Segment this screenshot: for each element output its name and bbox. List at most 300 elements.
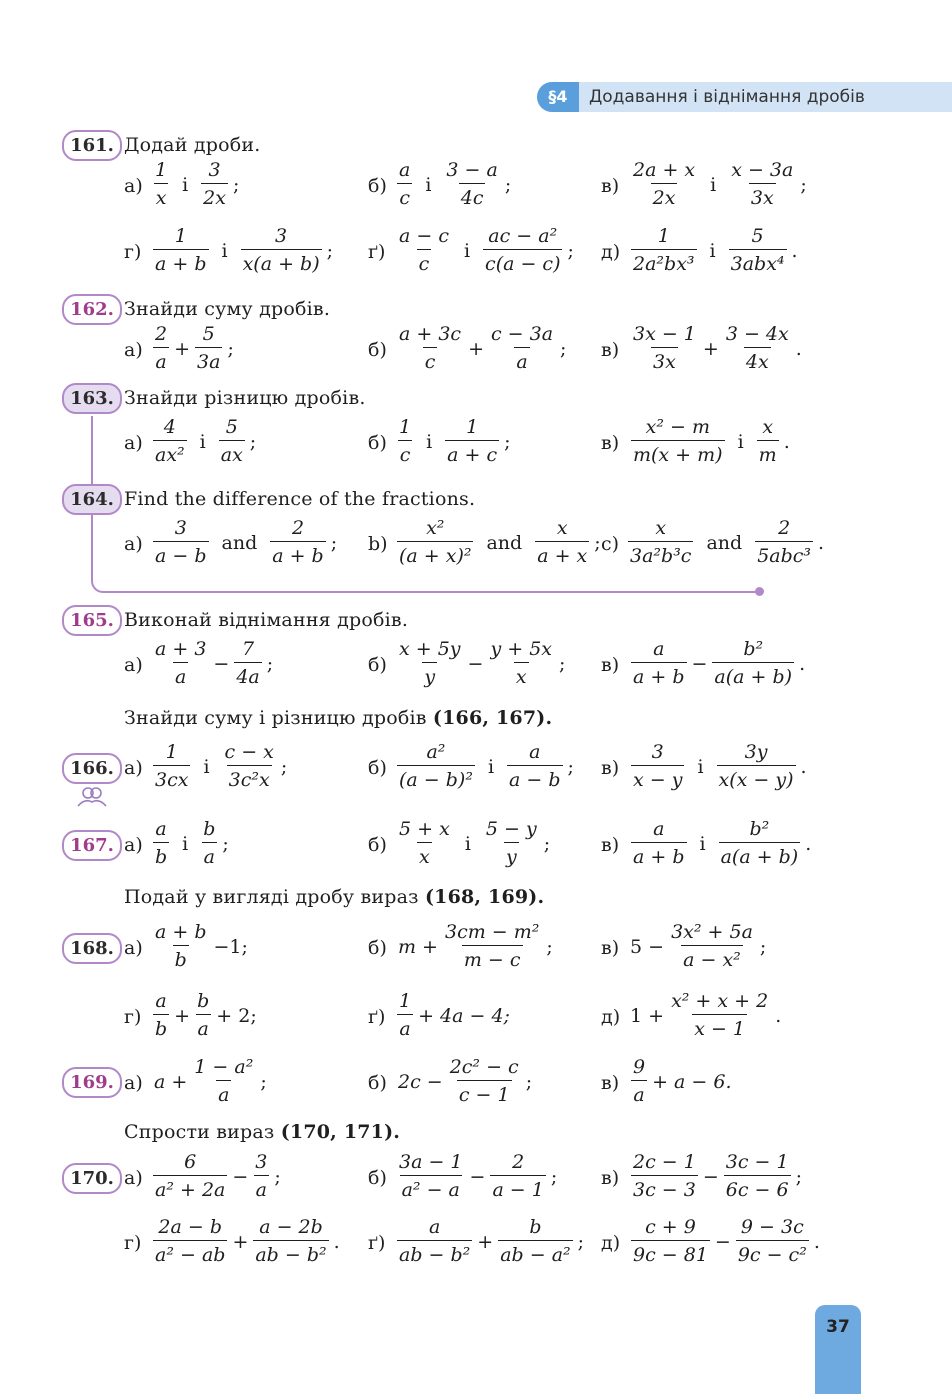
denominator: y (422, 662, 437, 690)
section-title: Додавання і віднімання дробів (589, 87, 865, 107)
item-label: в) (601, 1167, 620, 1189)
expression-169v (628, 1055, 734, 1108)
punctuation: . (805, 832, 812, 855)
item-label: б) (368, 175, 387, 197)
expression-168v (628, 920, 768, 973)
denominator: c (417, 249, 432, 277)
numerator: 3y (744, 741, 768, 763)
item-label: а) (124, 175, 143, 197)
numerator: y + 5x (490, 638, 553, 660)
item-label: б) (368, 432, 387, 454)
expression-168gg (394, 989, 512, 1042)
expression-164c (625, 516, 826, 569)
punctuation: . (775, 1004, 782, 1027)
numerator: 5 (751, 225, 764, 247)
denominator: a − b (507, 765, 563, 793)
operator: − (469, 1165, 486, 1188)
punctuation: ; (795, 1165, 802, 1188)
numerator: x² (426, 517, 445, 539)
denominator: 3cx (153, 765, 190, 793)
numerator: b (197, 990, 210, 1012)
denominator: 5abc³ (755, 541, 813, 569)
pair-work-icon (75, 787, 109, 807)
denominator: a (631, 1080, 646, 1108)
denominator: a (216, 1080, 231, 1108)
punctuation: . (333, 1230, 340, 1253)
operator: − (691, 652, 708, 675)
task-number-168: 168. (62, 933, 122, 964)
denominator: m − c (462, 945, 523, 973)
denominator: x − y (631, 765, 684, 793)
expression-164a (150, 516, 339, 569)
expression-168b (396, 920, 555, 973)
denominator: x(x − y) (717, 765, 796, 793)
task-number-170: 170. (62, 1163, 122, 1194)
conjunction: і (463, 239, 471, 262)
conjunction: and (486, 531, 523, 554)
item-label: б) (368, 834, 387, 856)
item-label: б) (368, 1072, 387, 1094)
item-label: б) (368, 757, 387, 779)
page-number: 37 (815, 1305, 861, 1394)
denominator: 2x (651, 183, 678, 211)
denominator: 3abx⁴ (729, 249, 787, 277)
punctuation: ; (280, 755, 288, 778)
section-number: §4 (537, 82, 579, 112)
punctuation: ; (525, 1070, 533, 1093)
operator: − (213, 652, 230, 675)
tail: + a − 6. (652, 1070, 732, 1093)
punctuation: ; (330, 531, 338, 554)
item-label: г) (124, 1232, 142, 1254)
punctuation: . (783, 430, 790, 453)
task-number-162: 162. (62, 294, 122, 325)
numerator: 3 (208, 159, 221, 181)
numerator: 3c − 1 (725, 1151, 789, 1173)
numerator: 3 (651, 741, 664, 763)
subheading-ref: (166, 167). (432, 707, 553, 729)
punctuation: ; (504, 430, 511, 453)
punctuation: ; (594, 531, 601, 554)
numerator: 2 (778, 517, 791, 539)
punctuation: ; (560, 337, 567, 360)
denominator: c (398, 440, 413, 468)
denominator: a² − a (400, 1175, 462, 1203)
item-label: в) (601, 937, 620, 959)
punctuation: ; (249, 430, 257, 453)
item-label: в) (601, 432, 620, 454)
conjunction: і (699, 832, 706, 855)
numerator: 1 (155, 159, 168, 181)
numerator: x (655, 517, 667, 539)
numerator: x (762, 416, 774, 438)
numerator: 1 (399, 990, 412, 1012)
item-label: а) (124, 339, 143, 361)
expression-162v (628, 322, 804, 375)
item-label: b) (368, 533, 388, 555)
operator: + (174, 337, 191, 360)
item-label: а) (124, 834, 143, 856)
item-label: в) (601, 339, 620, 361)
expression-166b (394, 740, 576, 793)
task-number-166: 166. (62, 753, 122, 784)
item-label: д) (601, 1232, 621, 1254)
prefix: m + (398, 935, 438, 958)
denominator: a² + 2a (153, 1175, 227, 1203)
punctuation: ; (567, 755, 574, 778)
item-label: д) (601, 241, 621, 263)
expression-165a (150, 637, 275, 690)
item-label: а) (124, 432, 143, 454)
expression-165v (628, 637, 807, 690)
expression-163b (394, 415, 513, 468)
numerator: 7 (242, 638, 255, 660)
denominator: a (153, 347, 168, 375)
conjunction: і (221, 239, 228, 262)
subheading-ref: (168, 169). (424, 886, 545, 908)
conjunction: і (709, 239, 716, 262)
operator: + (702, 337, 719, 360)
expression-164b (394, 516, 603, 569)
punctuation: . (813, 1230, 820, 1253)
denominator: 3x (651, 347, 678, 375)
numerator: 2c − 1 (633, 1151, 696, 1173)
denominator: m(x + m) (631, 440, 725, 468)
conjunction: і (182, 173, 189, 196)
operator: + (477, 1230, 494, 1253)
numerator: c − x (224, 741, 274, 763)
item-label: а) (124, 654, 143, 676)
denominator: ab − b² (397, 1240, 472, 1268)
denominator: a (173, 662, 188, 690)
prefix: a + (154, 1070, 188, 1093)
expression-170gg (394, 1215, 586, 1268)
task-title-162: Знайди суму дробів. (124, 298, 331, 320)
item-label: б) (368, 1167, 387, 1189)
tail: −1; (213, 935, 248, 958)
denominator: a + c (445, 440, 499, 468)
section-header (537, 82, 952, 112)
numerator: c − 3a (490, 323, 554, 345)
item-label: б) (368, 654, 387, 676)
numerator: ac − a² (488, 225, 558, 247)
item-label: в) (601, 834, 620, 856)
numerator: 2 (512, 1151, 525, 1173)
denominator: a + b (631, 842, 687, 870)
numerator: a (428, 1216, 441, 1238)
numerator: 3 − a (446, 159, 498, 181)
punctuation: ; (567, 239, 574, 262)
denominator: c(a − c) (483, 249, 562, 277)
numerator: 1 (466, 416, 479, 438)
task-number-167: 167. (62, 830, 122, 861)
numerator: a − c (399, 225, 449, 247)
item-label: в) (601, 1072, 620, 1094)
numerator: 2 (291, 517, 305, 539)
numerator: a (653, 638, 665, 660)
punctuation: ; (759, 935, 767, 958)
numerator: 9 − 3c (740, 1216, 804, 1238)
item-label: a) (124, 533, 143, 555)
subheading-166-167 (124, 706, 552, 730)
task-title-161: Додай дроби. (124, 134, 261, 156)
expression-161g (150, 224, 335, 277)
numerator: x (556, 517, 568, 539)
denominator: ab − a² (498, 1240, 572, 1268)
item-label: в) (601, 654, 620, 676)
denominator: a (254, 1175, 269, 1203)
subheading-ref: (170, 171). (280, 1121, 401, 1143)
item-label: б) (368, 937, 387, 959)
subheading-168-169 (124, 885, 544, 909)
expression-161a (150, 158, 241, 211)
punctuation: ; (260, 1070, 267, 1093)
task-number-163: 163. (62, 383, 122, 414)
numerator: a + b (155, 921, 207, 943)
bracket-end-dot (755, 587, 764, 596)
numerator: 9 (633, 1056, 646, 1078)
item-label: c) (601, 533, 620, 555)
expression-169b (396, 1055, 534, 1108)
denominator: a + x (535, 541, 589, 569)
numerator: 3x − 1 (633, 323, 696, 345)
operator: + (174, 1004, 191, 1027)
denominator: 6c − 6 (724, 1175, 791, 1203)
item-label: в) (601, 757, 620, 779)
punctuation: . (800, 755, 807, 778)
expression-162b (394, 322, 568, 375)
numerator: 3 (275, 225, 288, 247)
subheading-text: Подай у вигляді дробу вираз (124, 886, 419, 908)
denominator: (a − b)² (397, 765, 475, 793)
subheading-text: Знайди суму і різницю дробів (124, 707, 427, 729)
denominator: ax² (153, 440, 187, 468)
subheading-170-171 (124, 1120, 400, 1144)
denominator: 3a²b³c (628, 541, 693, 569)
denominator: a + b (631, 662, 687, 690)
denominator: c − 1 (457, 1080, 512, 1108)
denominator: y (504, 842, 519, 870)
prefix: 2c − (398, 1070, 443, 1093)
numerator: 1 (399, 416, 412, 438)
expression-167b (394, 817, 552, 870)
punctuation: ; (504, 173, 512, 196)
denominator: (a + x)² (397, 541, 473, 569)
numerator: 3a − 1 (399, 1151, 463, 1173)
punctuation: ; (577, 1230, 585, 1253)
denominator: c (423, 347, 438, 375)
expression-170d (628, 1215, 822, 1268)
numerator: b (203, 818, 216, 840)
denominator: 9c − c² (736, 1240, 809, 1268)
numerator: a (399, 159, 411, 181)
conjunction: і (464, 832, 471, 855)
denominator: ab − b² (253, 1240, 328, 1268)
denominator: a (196, 1014, 211, 1042)
conjunction: і (737, 430, 744, 453)
numerator: b² (743, 638, 764, 660)
operator: − (714, 1230, 731, 1253)
denominator: a + b (270, 541, 326, 569)
denominator: 2a²bx³ (631, 249, 697, 277)
operator: − (232, 1165, 249, 1188)
item-label: а) (124, 1072, 143, 1094)
punctuation: ; (543, 832, 551, 855)
punctuation: ; (274, 1165, 281, 1188)
numerator: 2 (155, 323, 168, 345)
numerator: a − 2b (259, 1216, 323, 1238)
expression-161gg (394, 224, 576, 277)
denominator: a (397, 1014, 412, 1042)
operator: + (468, 337, 484, 360)
numerator: x² + x + 2 (671, 990, 769, 1012)
denominator: x(a + b) (241, 249, 322, 277)
denominator: a (202, 842, 217, 870)
expression-161v (628, 158, 809, 211)
denominator: ax (219, 440, 245, 468)
numerator: c + 9 (645, 1216, 696, 1238)
numerator: 3cm − m² (444, 921, 540, 943)
numerator: 2c² − c (449, 1056, 519, 1078)
numerator: b (529, 1216, 542, 1238)
task-title-165: Виконай віднімання дробів. (124, 609, 409, 631)
numerator: a (155, 990, 167, 1012)
numerator: b² (749, 818, 770, 840)
numerator: 5 (225, 416, 238, 438)
operator: + (232, 1230, 249, 1253)
conjunction: and (706, 531, 743, 554)
expression-168g (150, 989, 259, 1042)
punctuation: . (799, 652, 806, 675)
numerator: 1 (174, 225, 187, 247)
denominator: 2x (201, 183, 228, 211)
prefix: 1 + (630, 1004, 665, 1027)
denominator: a (514, 347, 529, 375)
expression-165b (394, 637, 567, 690)
expression-170v (628, 1150, 804, 1203)
item-label: г) (124, 1006, 142, 1028)
tail: + 2; (216, 1004, 257, 1027)
numerator: 5 (202, 323, 215, 345)
conjunction: і (199, 430, 206, 453)
item-label: б) (368, 339, 387, 361)
numerator: 5 + x (399, 818, 450, 840)
denominator: x (514, 662, 529, 690)
punctuation: ; (266, 652, 274, 675)
expression-166v (628, 740, 809, 793)
task-title-163: Знайди різницю дробів. (124, 387, 366, 409)
punctuation: ; (326, 239, 334, 262)
numerator: 3x² + 5a (671, 921, 753, 943)
task-number-169: 169. (62, 1067, 122, 1098)
item-label: а) (124, 757, 143, 779)
denominator: a² − ab (153, 1240, 227, 1268)
expression-163a (150, 415, 258, 468)
numerator: 2a + x (633, 159, 696, 181)
expression-170a (150, 1150, 283, 1203)
punctuation: . (791, 239, 798, 262)
numerator: 1 − a² (194, 1056, 254, 1078)
conjunction: і (710, 173, 717, 196)
subheading-text: Спрости вираз (124, 1121, 275, 1143)
numerator: 1 (657, 225, 670, 247)
operator: − (702, 1165, 719, 1188)
expression-168d (628, 989, 783, 1042)
denominator: a − x² (681, 945, 743, 973)
numerator: 5 − y (485, 818, 537, 840)
punctuation: . (795, 337, 802, 360)
item-label: ґ) (368, 1232, 386, 1254)
punctuation: ; (227, 337, 234, 360)
denominator: 9c − 81 (631, 1240, 710, 1268)
denominator: 3c − 3 (631, 1175, 698, 1203)
expression-169a (152, 1055, 269, 1108)
prefix: 5 − (630, 935, 665, 958)
denominator: x (154, 183, 169, 211)
denominator: a − 1 (490, 1175, 545, 1203)
numerator: x + 5y (399, 638, 461, 660)
numerator: a + 3c (399, 323, 462, 345)
operator: − (467, 652, 484, 675)
numerator: 6 (184, 1151, 197, 1173)
punctuation: ; (550, 1165, 558, 1188)
denominator: m (757, 440, 779, 468)
item-label: ґ) (368, 241, 386, 263)
denominator: a(a + b) (712, 662, 794, 690)
denominator: b (173, 945, 189, 973)
conjunction: і (697, 755, 704, 778)
numerator: x² − m (645, 416, 710, 438)
item-label: в) (601, 175, 620, 197)
numerator: a (529, 741, 541, 763)
denominator: b (153, 842, 169, 870)
task-number-164: 164. (62, 484, 122, 515)
numerator: a (155, 818, 167, 840)
denominator: a(a + b) (719, 842, 801, 870)
numerator: 2a − b (158, 1216, 222, 1238)
numerator: 3 − 4x (725, 323, 789, 345)
conjunction: і (426, 430, 433, 453)
numerator: a + 3 (155, 638, 207, 660)
numerator: a (653, 818, 665, 840)
denominator: x − 1 (692, 1014, 747, 1042)
denominator: c (397, 183, 412, 211)
numerator: 1 (165, 741, 178, 763)
denominator: 4c (459, 183, 486, 211)
tail: + 4a − 4; (418, 1004, 510, 1027)
item-label: а) (124, 937, 143, 959)
punctuation: . (818, 531, 825, 554)
item-label: а) (124, 1167, 143, 1189)
expression-162a (150, 322, 236, 375)
item-label: г) (124, 241, 142, 263)
expression-168a (150, 920, 250, 973)
expression-167a (150, 817, 231, 870)
punctuation: ; (559, 652, 566, 675)
punctuation: ; (232, 173, 240, 196)
expression-161d (628, 224, 800, 277)
denominator: 4a (234, 662, 261, 690)
expression-163v (628, 415, 792, 468)
expression-170b (394, 1150, 559, 1203)
task-number-165: 165. (62, 605, 122, 636)
item-label: д) (601, 1006, 621, 1028)
denominator: a − b (153, 541, 209, 569)
numerator: x − 3a (731, 159, 794, 181)
expression-167v (628, 817, 813, 870)
punctuation: ; (222, 832, 229, 855)
denominator: 3c²x (227, 765, 272, 793)
